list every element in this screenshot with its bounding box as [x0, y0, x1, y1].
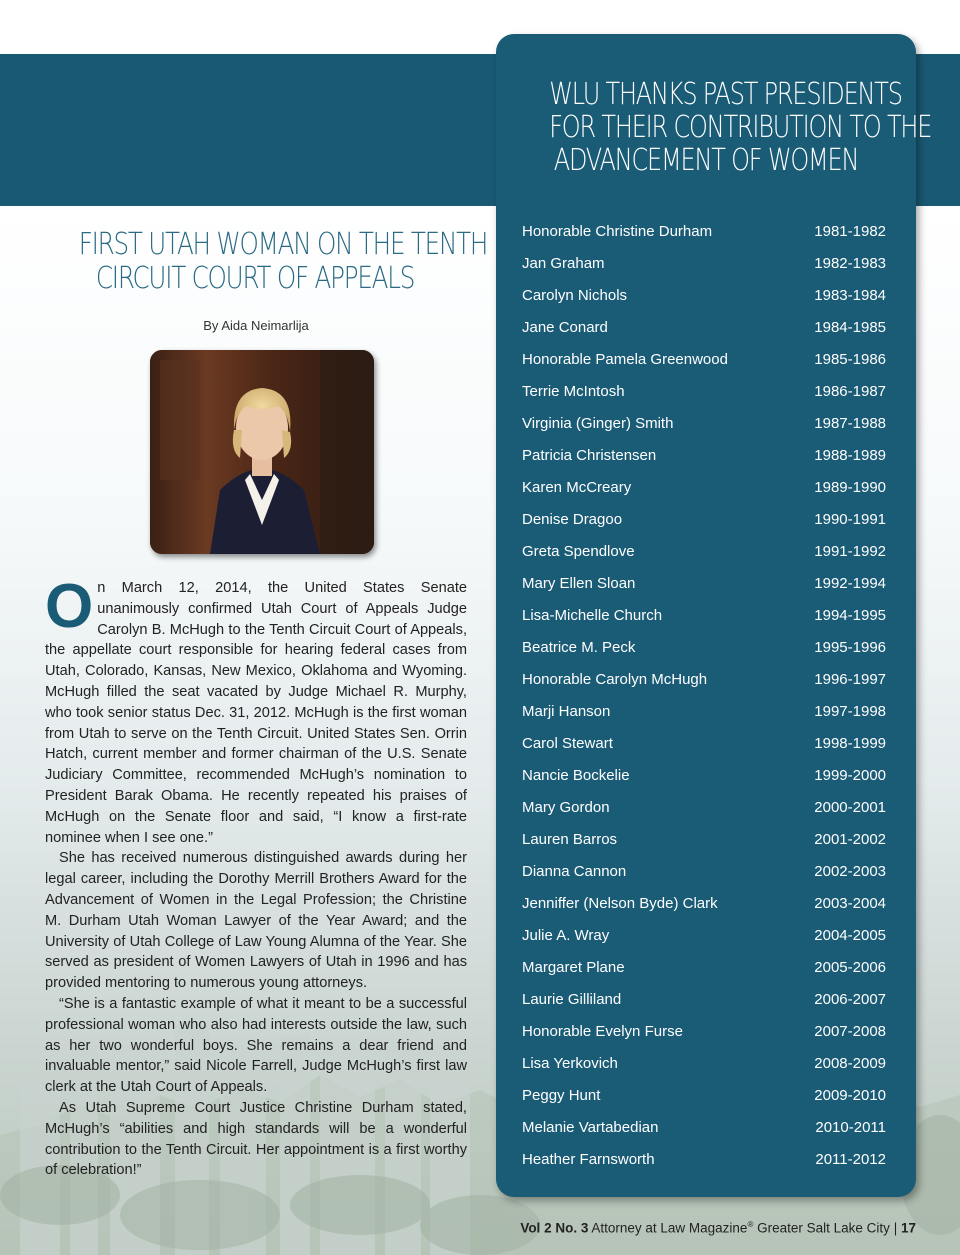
president-row: [522, 638, 886, 670]
president-term-years: 1984-1985: [814, 319, 886, 336]
president-name: Lauren Barros: [522, 831, 618, 848]
byline: By Aida Neimarlija: [203, 318, 309, 333]
past-presidents-heading: [549, 77, 932, 178]
president-row: [522, 510, 886, 542]
president-row: [522, 766, 886, 798]
president-row: [522, 798, 886, 830]
president-term-years: 2000-2001: [814, 799, 886, 816]
president-name: Melanie Vartabedian: [522, 1119, 659, 1136]
president-name: Julie A. Wray: [522, 927, 610, 944]
presidents-list: [522, 222, 886, 1182]
president-name: Lisa Yerkovich: [522, 1055, 618, 1072]
president-row: [522, 606, 886, 638]
heading-line: FOR THEIR CONTRIBUTION TO THE: [549, 110, 932, 145]
president-term-years: 1986-1987: [814, 383, 886, 400]
president-row: [522, 574, 886, 606]
president-row: [522, 862, 886, 894]
president-row: [522, 286, 886, 318]
president-term-years: 1982-1983: [814, 255, 886, 272]
president-name: Marji Hanson: [522, 703, 611, 720]
portrait-illustration: [150, 350, 374, 554]
president-name: Jan Graham: [522, 255, 605, 272]
page-footer: [520, 1220, 916, 1236]
president-term-years: 1994-1995: [814, 607, 886, 624]
president-term-years: 2003-2004: [814, 895, 886, 912]
president-row: [522, 478, 886, 510]
president-row: [522, 702, 886, 734]
article-body: [45, 572, 467, 1181]
page-number: 17: [900, 1220, 916, 1236]
president-name: Carolyn Nichols: [522, 287, 628, 304]
president-term-years: 1990-1991: [814, 511, 886, 528]
president-term-years: 1992-1994: [814, 575, 886, 592]
title-line: CIRCUIT COURT OF APPEALS: [95, 261, 415, 296]
title-line: FIRST UTAH WOMAN ON THE TENTH: [78, 227, 488, 262]
president-name: Laurie Gilliland: [522, 991, 622, 1008]
president-term-years: 1999-2000: [814, 767, 886, 784]
president-row: [522, 414, 886, 446]
president-term-years: 1987-1988: [814, 415, 886, 432]
president-name: Honorable Evelyn Furse: [522, 1023, 683, 1040]
president-row: [522, 734, 886, 766]
president-term-years: 1981-1982: [814, 223, 886, 240]
president-name: Beatrice M. Peck: [522, 639, 636, 656]
paragraph: “She is a fantastic example of what it meant to be a successful professional woman who also had interests outside the law, such as her two wonderful boys. She remains a dear friend and invaluable mentor,” said Nicole Farrell, Judge McHugh’s first law clerk at the Utah Court of Appeals.: [45, 995, 467, 1096]
president-term-years: 2011-2012: [815, 1151, 886, 1168]
president-row: [522, 542, 886, 574]
president-row: [522, 1022, 886, 1054]
president-name: Peggy Hunt: [522, 1087, 601, 1104]
issue-number: Vol 2 No. 3: [520, 1220, 589, 1236]
president-term-years: 2004-2005: [814, 927, 886, 944]
president-row: [522, 1054, 886, 1086]
president-name: Jenniffer (Nelson Byde) Clark: [522, 895, 718, 912]
president-row: [522, 254, 886, 286]
heading-line: ADVANCEMENT OF WOMEN: [553, 143, 859, 178]
president-name: Greta Spendlove: [522, 543, 635, 560]
president-row: [522, 670, 886, 702]
president-name: Jane Conard: [522, 319, 608, 336]
drop-cap: O: [45, 572, 94, 641]
president-term-years: 2006-2007: [814, 991, 886, 1008]
paragraph: As Utah Supreme Court Justice Christine Durham stated, McHugh’s “abilities and high standards will be a wonderful contribution to the Tenth Circuit. Her appointment is a first worthy of celebration!”: [45, 1099, 467, 1179]
president-name: Patricia Christensen: [522, 447, 657, 464]
article-title: [78, 227, 488, 296]
president-name: Karen McCreary: [522, 479, 632, 496]
president-term-years: 1998-1999: [814, 735, 886, 752]
president-term-years: 2010-2011: [815, 1119, 886, 1136]
president-name: Denise Dragoo: [522, 511, 623, 528]
president-row: [522, 830, 886, 862]
president-term-years: 1985-1986: [814, 351, 886, 368]
president-row: [522, 894, 886, 926]
magazine-name: Attorney at Law Magazine: [591, 1220, 748, 1236]
president-name: Lisa-Michelle Church: [522, 607, 663, 624]
president-name: Dianna Cannon: [522, 863, 627, 880]
president-term-years: 1991-1992: [814, 543, 886, 560]
footer-separator: |: [893, 1220, 898, 1236]
president-row: [522, 1086, 886, 1118]
president-term-years: 2009-2010: [814, 1087, 886, 1104]
president-name: Mary Ellen Sloan: [522, 575, 636, 592]
president-name: Honorable Carolyn McHugh: [522, 671, 708, 688]
president-row: [522, 446, 886, 478]
portrait-photo: [150, 350, 374, 554]
paragraph-text: n March 12, 2014, the United States Senate unanimously confirmed Utah Court of Appeals Judge Carolyn B. McHugh to the Tenth Circuit Court of Appeals, the appellate court responsible for hearing federal cases from Utah, Colorado, Kansas, New Mexico, Oklahoma and Wyoming. McHugh filled the seat vacated by Judge Michael R. Murphy, who took senior status Dec. 31, 2012. McHugh is the first woman from Utah to serve on the Tenth Circuit. United States Sen. Orrin Hatch, current member and former chairman of the U.S. Senate Judiciary Committee, recommended McHugh’s nomination to President Barak Obama. He recently repeated his praises of McHugh on the Senate floor and said, “I know a first-rate nominee when I see one.”: [45, 580, 467, 846]
heading-line: WLU THANKS PAST PRESIDENTS: [549, 77, 902, 112]
president-row: [522, 926, 886, 958]
paragraph: [45, 572, 467, 848]
president-term-years: 2005-2006: [814, 959, 886, 976]
president-row: [522, 222, 886, 254]
president-term-years: 2002-2003: [814, 863, 886, 880]
paragraph: She has received numerous distinguished awards during her legal career, including the Dorothy Merrill Brothers Award for the Advancement of Women in the Legal Profession; the Christine M. Durham Utah Woman Lawyer of the Year Award; and the University of Utah College of Law Young Alumna of the Year. She served as president of Women Lawyers of Utah in 1996 and has provided mentoring to numerous young attorneys.: [45, 850, 467, 992]
president-name: Mary Gordon: [522, 799, 610, 816]
president-name: Terrie McIntosh: [522, 383, 625, 400]
president-row: [522, 990, 886, 1022]
president-row: [522, 318, 886, 350]
president-row: [522, 1118, 886, 1150]
edition-name: Greater Salt Lake City: [757, 1220, 890, 1236]
president-row: [522, 382, 886, 414]
trademark-symbol: ®: [747, 1220, 754, 1229]
president-name: Honorable Pamela Greenwood: [522, 351, 728, 368]
president-name: Margaret Plane: [522, 959, 625, 976]
president-term-years: 1988-1989: [814, 447, 886, 464]
president-term-years: 1983-1984: [814, 287, 886, 304]
president-term-years: 2007-2008: [814, 1023, 886, 1040]
president-term-years: 2008-2009: [814, 1055, 886, 1072]
president-term-years: 2001-2002: [814, 831, 886, 848]
president-name: Heather Farnsworth: [522, 1151, 655, 1168]
past-presidents-panel: [496, 34, 932, 1197]
president-row: [522, 350, 886, 382]
president-name: Nancie Bockelie: [522, 767, 630, 784]
president-row: [522, 958, 886, 990]
president-name: Carol Stewart: [522, 735, 613, 752]
president-name: Virginia (Ginger) Smith: [522, 415, 674, 432]
president-name: Honorable Christine Durham: [522, 223, 713, 240]
president-term-years: 1989-1990: [814, 479, 886, 496]
president-term-years: 1997-1998: [814, 703, 886, 720]
president-term-years: 1995-1996: [814, 639, 886, 656]
president-term-years: 1996-1997: [814, 671, 886, 688]
president-row: [522, 1150, 886, 1182]
